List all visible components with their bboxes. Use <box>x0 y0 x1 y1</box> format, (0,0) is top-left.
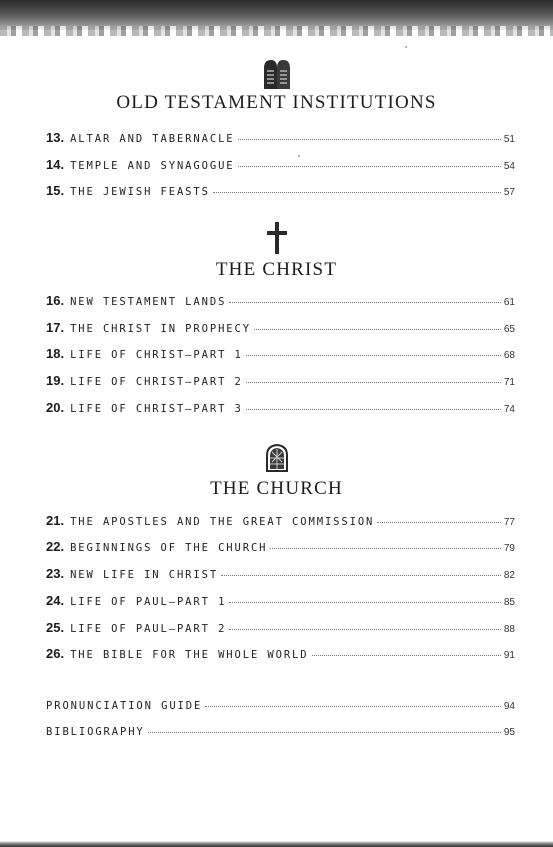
toc-entry-number: 14. <box>46 157 65 172</box>
toc-entry-page: 54 <box>503 161 515 172</box>
toc-entry-number: 24. <box>46 593 65 608</box>
toc-entry[interactable] <box>46 157 515 175</box>
toc-entry-number: 22. <box>46 539 65 554</box>
stone-tablets-icon <box>262 58 292 90</box>
toc-entry-title: NEW LIFE IN CHRIST <box>70 569 219 581</box>
section-icon-church <box>0 444 553 472</box>
toc-entry-page: 65 <box>503 324 515 335</box>
section-title: THE CHRIST <box>215 259 338 280</box>
toc-entry-page: 88 <box>503 624 515 635</box>
toc-entry-page: 94 <box>503 701 515 712</box>
section-icon-christ <box>0 222 553 254</box>
toc-entry[interactable] <box>46 183 515 201</box>
toc-entry-page: 51 <box>503 134 515 145</box>
section-icon-old-testament <box>0 58 553 90</box>
dot-leader <box>246 355 501 356</box>
page-bottom-edge <box>0 841 553 847</box>
dot-leader <box>238 166 501 167</box>
toc-entry-number: 17. <box>46 320 65 335</box>
toc-entry-number: 19. <box>46 373 65 388</box>
dot-leader <box>312 655 501 656</box>
toc-entry-number: 21. <box>46 513 65 528</box>
toc-entry-title: LIFE OF PAUL—PART 1 <box>70 596 227 608</box>
toc-entry-title: PRONUNCIATION GUIDE <box>46 700 203 712</box>
toc-entry-number: 25. <box>46 620 65 635</box>
toc-entry[interactable] <box>46 620 515 638</box>
toc-entry-page: 95 <box>503 727 515 738</box>
church-window-icon <box>265 444 289 472</box>
toc-entry[interactable] <box>46 130 515 148</box>
toc-entry-title: LIFE OF PAUL—PART 2 <box>70 623 227 635</box>
toc-entry-title: THE BIBLE FOR THE WHOLE WORLD <box>70 649 309 661</box>
toc-entry-title: THE APOSTLES AND THE GREAT COMMISSION <box>70 516 375 528</box>
toc-entry-number: 26. <box>46 646 65 661</box>
dot-leader <box>205 706 501 707</box>
toc-entry-title: BEGINNINGS OF THE CHURCH <box>70 542 268 554</box>
toc-entry[interactable] <box>46 346 515 364</box>
toc-entry-number: 23. <box>46 566 65 581</box>
dot-leader <box>229 602 501 603</box>
toc-entry[interactable] <box>46 646 515 664</box>
toc-entry-title: ALTAR AND TABERNACLE <box>70 133 235 145</box>
toc-entry-page: 71 <box>503 377 515 388</box>
dot-leader <box>221 575 501 576</box>
toc-entry[interactable] <box>46 320 515 338</box>
torn-page-edge <box>0 0 553 30</box>
toc-entry-title: LIFE OF CHRIST—PART 2 <box>70 376 243 388</box>
toc-entry-title: THE CHRIST IN PROPHECY <box>70 323 251 335</box>
toc-entry-title: BIBLIOGRAPHY <box>46 726 145 738</box>
toc-entry-page: 77 <box>503 517 515 528</box>
toc-entry-number: 18. <box>46 346 65 361</box>
toc-entry-page: 79 <box>503 543 515 554</box>
toc-entry[interactable] <box>46 566 515 584</box>
cross-icon <box>266 222 288 254</box>
toc-entry-page: 85 <box>503 597 515 608</box>
dot-leader <box>246 409 501 410</box>
toc-entry-page: 82 <box>503 570 515 581</box>
dot-leader <box>238 139 501 140</box>
toc-entry[interactable] <box>46 293 515 311</box>
dot-leader <box>229 302 501 303</box>
toc-entry-number: 15. <box>46 183 65 198</box>
section-title: OLD TESTAMENT INSTITUTIONS <box>116 92 437 113</box>
toc-appendix-entry[interactable] <box>46 726 515 744</box>
dot-leader <box>254 329 501 330</box>
toc-entry-page: 61 <box>503 297 515 308</box>
toc-entry-number: 13. <box>46 130 65 145</box>
toc-entry[interactable] <box>46 400 515 418</box>
toc-entry-number: 16. <box>46 293 65 308</box>
toc-entry-title: LIFE OF CHRIST—PART 3 <box>70 403 243 415</box>
toc-entry-page: 91 <box>503 650 515 661</box>
toc-entry[interactable] <box>46 539 515 557</box>
dot-leader <box>148 732 501 733</box>
section-title: THE CHURCH <box>210 478 343 499</box>
toc-entry-page: 57 <box>503 187 515 198</box>
toc-entry-page: 74 <box>503 404 515 415</box>
dot-leader <box>229 629 501 630</box>
toc-entry-page: 68 <box>503 350 515 361</box>
toc-entry-title: LIFE OF CHRIST—PART 1 <box>70 349 243 361</box>
print-speck <box>405 46 407 48</box>
dot-leader <box>246 382 501 383</box>
toc-entry[interactable] <box>46 513 515 531</box>
toc-entry-title: NEW TESTAMENT LANDS <box>70 296 227 308</box>
dot-leader <box>377 522 501 523</box>
toc-entry[interactable] <box>46 593 515 611</box>
toc-appendix-entry[interactable] <box>46 700 515 718</box>
toc-entry-title: THE JEWISH FEASTS <box>70 186 210 198</box>
toc-entry-number: 20. <box>46 400 65 415</box>
toc-entry-title: TEMPLE AND SYNAGOGUE <box>70 160 235 172</box>
dot-leader <box>213 192 501 193</box>
toc-entry[interactable] <box>46 373 515 391</box>
dot-leader <box>270 548 500 549</box>
